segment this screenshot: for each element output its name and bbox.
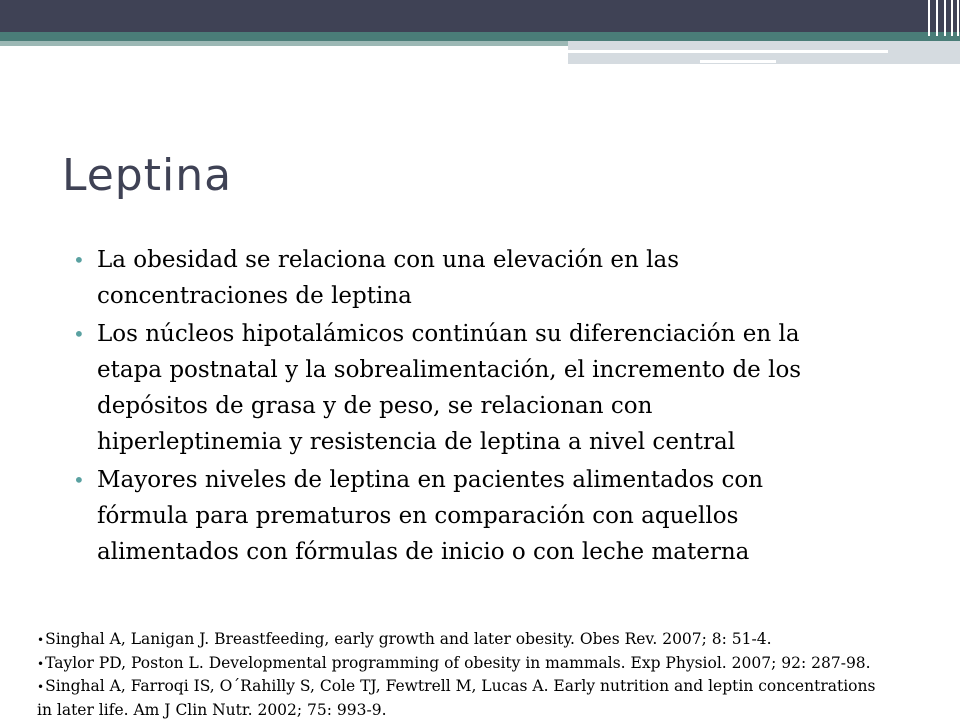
bullet-line: Mayores niveles de leptina en pacientes alimentados con — [97, 467, 764, 493]
reference-dot-icon: • — [37, 656, 45, 671]
bullet-dot-icon: • — [73, 248, 85, 272]
reference-dot-icon: • — [37, 680, 45, 694]
bullet-item — [73, 242, 873, 314]
reference-item — [37, 652, 937, 676]
header-vertical-line — [936, 0, 938, 36]
bullet-list — [73, 242, 873, 572]
bullet-line: Los núcleos hipotalámicos continúan su diferenciación en la — [97, 321, 800, 347]
bullet-item — [73, 462, 873, 570]
reference-text: Singhal A, Farroqi IS, O´Rahilly S, Cole TJ, Fewtrell M, Lucas A. Early nutrition and leptin concentrations — [45, 677, 876, 695]
reference-item — [37, 675, 937, 720]
slide-title: Leptina — [62, 150, 233, 201]
header-vertical-line — [957, 0, 959, 36]
header-vertical-line — [951, 0, 953, 36]
bullet-line: etapa postnatal y la sobrealimentación, el incremento de los — [97, 357, 802, 383]
reference-list — [37, 628, 937, 720]
bullet-dot-icon: • — [73, 322, 85, 346]
reference-text-continued: in later life. Am J Clin Nutr. 2002; 75: 993-9. — [37, 700, 387, 719]
header-accent-line-short — [700, 60, 776, 63]
header-band-teal-light — [0, 41, 568, 46]
reference-item — [37, 628, 937, 652]
header-accent-line — [568, 50, 888, 53]
reference-dot-icon: • — [37, 633, 45, 647]
bullet-dot-icon: • — [73, 468, 85, 492]
header-band-teal — [0, 32, 960, 41]
bullet-line: La obesidad se relaciona con una elevación en las — [97, 247, 680, 273]
bullet-line: hiperleptinemia y resistencia de leptina a nivel central — [97, 429, 736, 455]
bullet-item — [73, 316, 873, 460]
bullet-line: fórmula para prematuros en comparación con aquellos — [97, 503, 739, 529]
reference-text: Taylor PD, Poston L. Developmental programming of obesity in mammals. Exp Physiol. 2007; 92: 287-98. — [45, 653, 871, 672]
header-band-dark — [0, 0, 960, 32]
reference-text: Singhal A, Lanigan J. Breastfeeding, early growth and later obesity. Obes Rev. 2007; 8: 51-4. — [45, 630, 772, 648]
bullet-line: depósitos de grasa y de peso, se relacionan con — [97, 393, 653, 419]
header-vertical-line — [928, 0, 930, 36]
bullet-line: alimentados con fórmulas de inicio o con leche materna — [97, 539, 750, 565]
header-vertical-line — [944, 0, 946, 36]
bullet-line: concentraciones de leptina — [97, 283, 412, 309]
